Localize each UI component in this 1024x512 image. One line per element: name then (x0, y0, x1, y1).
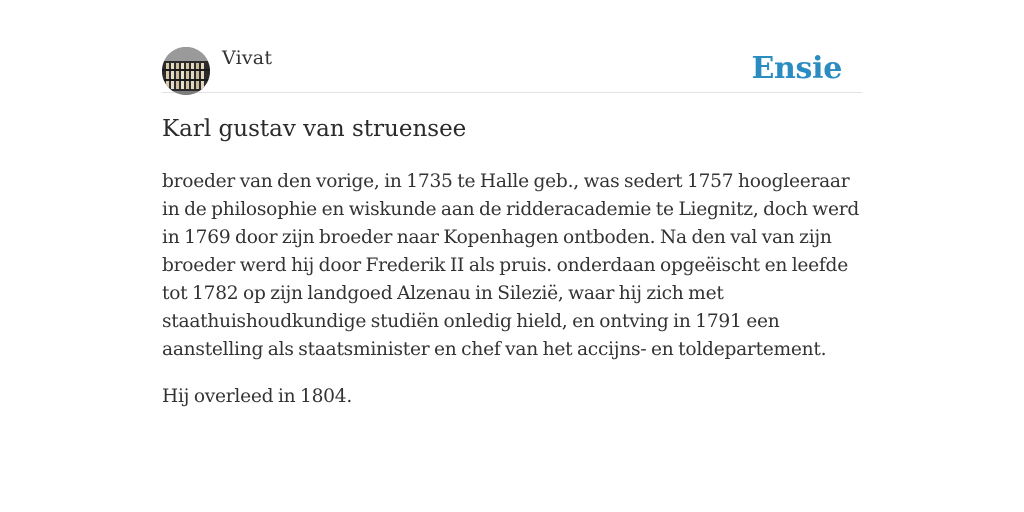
author-name[interactable]: Vivat (222, 47, 273, 69)
article-paragraph: broeder van den vorige, in 1735 te Halle geb., was sedert 1757 hoogleeraar in de philosophie en wiskunde aan de ridderacademie te Liegnitz, doch werd in 1769 door zijn broeder naar Kopenhagen ontboden. Na den val van zijn broeder werd hij door Frederik II als pruis. onderdaan opgeëischt en leefde tot 1782 op zijn landgoed Alzenau in Silezië, waar hij zich met staathuishoudkundige studiën onledig hield, en ontving in 1791 een aanstelling als staatsminister en chef van het accijns- en toldepartement. (162, 171, 860, 360)
header (162, 46, 862, 93)
books-photo-icon (162, 47, 210, 95)
author-avatar[interactable] (162, 47, 210, 95)
article-body (162, 168, 862, 430)
brand-logo[interactable]: Ensie (751, 51, 842, 86)
article-paragraph: Hij overleed in 1804. (162, 386, 353, 407)
article-title: Karl gustav van struensee (162, 116, 467, 142)
